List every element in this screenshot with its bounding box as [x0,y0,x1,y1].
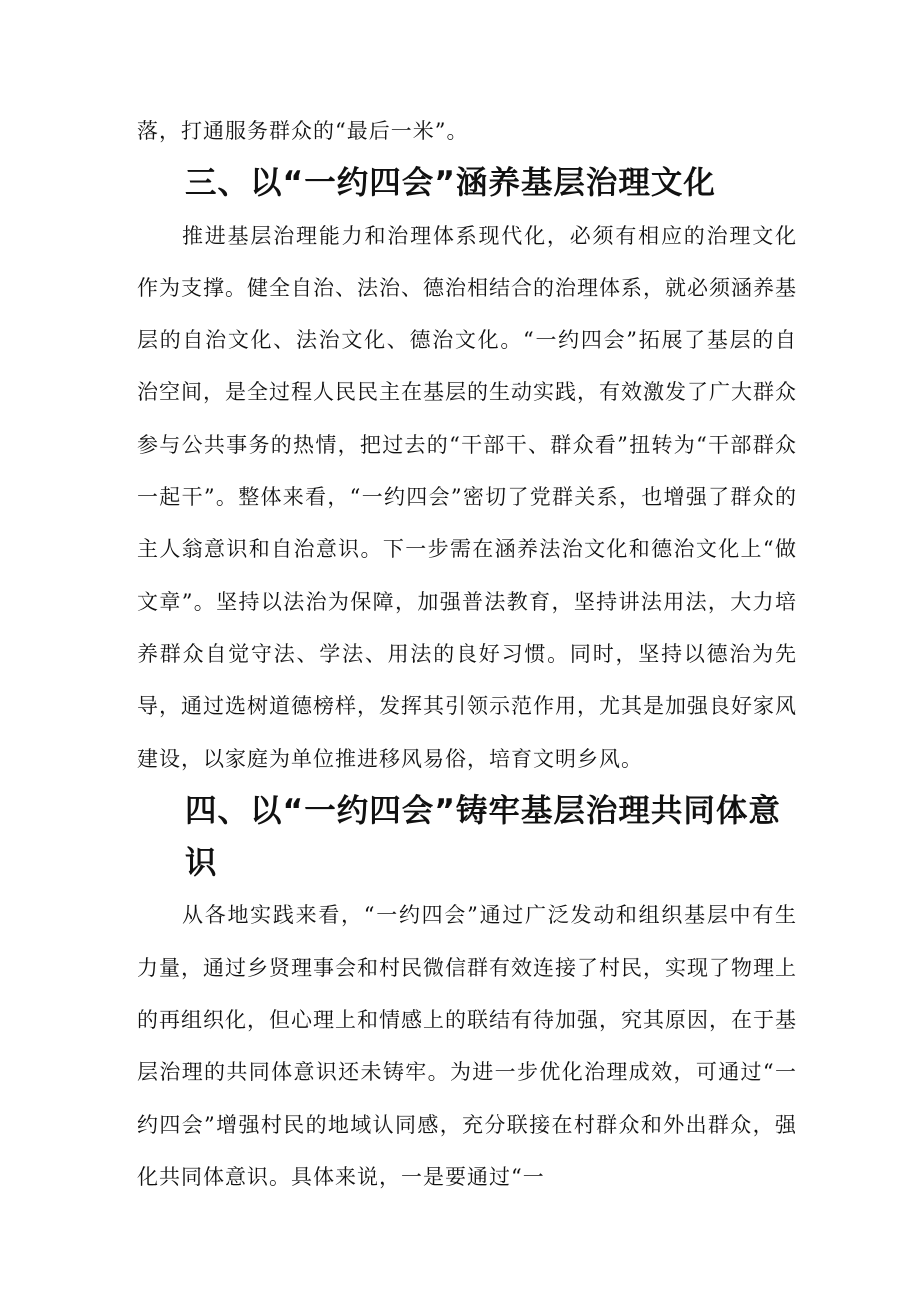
paragraph-continuation: 落，打通服务群众的“最后一米”。 [137,119,469,143]
paragraph-section-4: 从各地实践来看，“一约四会”通过广泛发动和组织基层中有生力量，通过乡贤理事会和村民微信群有效连接了村民，实现了物理上的再组织化，但心理上和情感上的联结有待加强，究其原因，在于基层治理的共同体意识还未铸牢。为进一步优化治理成效，可通过“一约四会”增强村民的地域认同感，充分联接在村群众和外出群众，强化共同体意识。具体来说，一是要通过“一 [137,903,797,1189]
paragraph-section-3: 推进基层治理能力和治理体系现代化，必须有相应的治理文化作为支撑。健全自治、法治、德治相结合的治理体系，就必须涵养基层的自治文化、法治文化、德治文化。“一约四会”拓展了基层的自治空间，是全过程人民民主在基层的生动实践，有效激发了广大群众参与公共事务的热情，把过去的“干部干、群众看”扭转为“干部群众一起干”。整体来看，“一约四会”密切了党群关系，也增强了群众的主人翁意识和自治意识。下一步需在涵养法治文化和德治文化上“做文章”。坚持以法治为保障，加强普法教育，坚持讲法用法，大力培养群众自觉守法、学法、用法的良好习惯。同时，坚持以德治为先导，通过选树道德榜样，发挥其引领示范作用，尤其是加强良好家风建设，以家庭为单位推进移风易俗，培育文明乡风。 [137,223,797,771]
section-heading-3: 三、以“一约四会”涵养基层治理文化 [185,165,716,202]
section-heading-4: 四、以“一约四会”铸牢基层治理共同体意识 [185,792,781,882]
document-page [137,105,797,1203]
